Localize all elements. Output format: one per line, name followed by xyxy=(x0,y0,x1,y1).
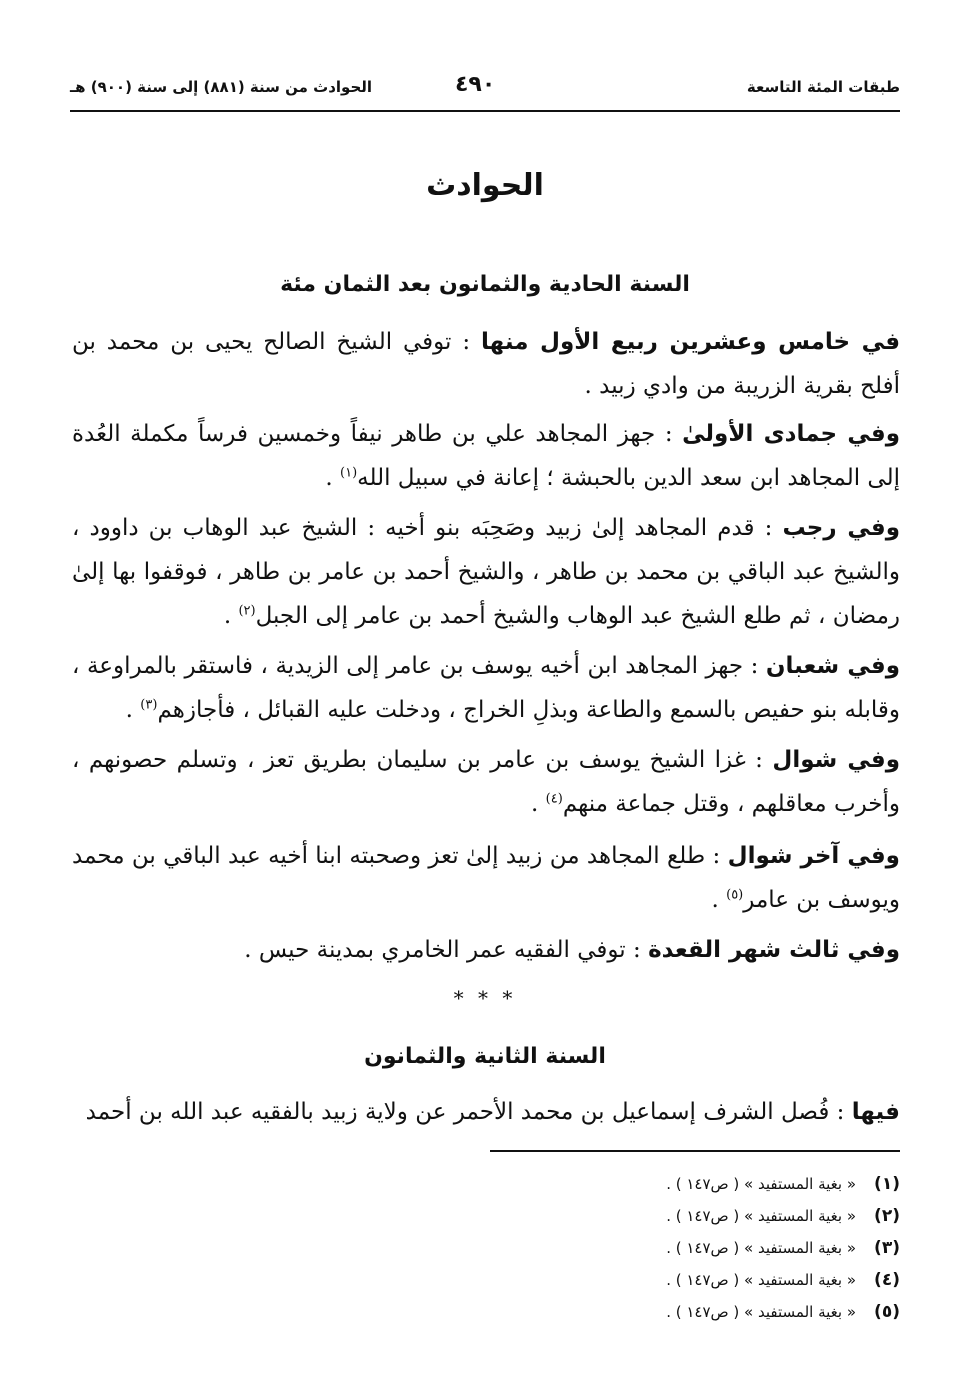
paragraph-text: : غزا الشيخ يوسف بن عامر بن سليمان بطريق تعز ، وتسلم حصونهم ، وأخرب معاقلهم ، وقتل جماعة منهم xyxy=(72,747,900,817)
footnote-text: « بغية المستفيد » ( ص١٤٧ ) . xyxy=(666,1239,856,1257)
section-heading-881: السنة الحادية والثمانون بعد الثمان مئة xyxy=(280,272,690,297)
paragraph-tail: . xyxy=(325,465,340,491)
footnote-text: « بغية المستفيد » ( ص١٤٧ ) . xyxy=(666,1303,856,1321)
section-heading-882: السنة الثانية والثمانون xyxy=(364,1044,606,1069)
chapter-range: الحوادث من سنة (٨٨١) إلى سنة (٩٠٠) هـ xyxy=(70,78,373,96)
paragraph-tail: . xyxy=(223,603,239,629)
footnote-number: (٣) xyxy=(874,1238,900,1258)
paragraph-text: : توفي الشيخ الصالح يحيى بن محمد بن أفلح بقرية الزريبة من وادي زبيد . xyxy=(72,329,900,399)
footnote-number: (٥) xyxy=(874,1302,900,1322)
footnotes xyxy=(480,1168,900,1328)
footnote xyxy=(480,1264,900,1296)
paragraph xyxy=(72,412,900,500)
footnote xyxy=(480,1200,900,1232)
paragraph xyxy=(72,1090,900,1134)
footnote-number: (٢) xyxy=(874,1206,900,1226)
paragraph xyxy=(72,644,900,732)
book-title: طبقات المئة التاسعة xyxy=(746,78,900,96)
footnote-text: « بغية المستفيد » ( ص١٤٧ ) . xyxy=(666,1271,856,1289)
paragraph xyxy=(72,928,900,972)
paragraph-tail: . xyxy=(125,697,141,723)
page-title: الحوادث xyxy=(426,168,544,203)
footnote-ref: (٢) xyxy=(238,603,256,619)
section-separator: * * * xyxy=(453,986,517,1010)
footnote-number: (١) xyxy=(874,1174,900,1194)
paragraph-lead: وفي شعبان xyxy=(765,653,901,679)
running-header xyxy=(70,74,900,108)
paragraph-lead: وفي شوال xyxy=(772,747,900,773)
footnote-number: (٤) xyxy=(874,1270,900,1290)
header-rule xyxy=(70,110,900,112)
footnote xyxy=(480,1232,900,1264)
paragraph-tail: . xyxy=(711,887,727,913)
footnote xyxy=(480,1168,900,1200)
paragraph-lead: وفي جمادى الأولىٰ xyxy=(682,421,900,447)
paragraph xyxy=(72,506,900,638)
footnote-text: « بغية المستفيد » ( ص١٤٧ ) . xyxy=(666,1207,856,1225)
footnote-ref: (٤) xyxy=(545,791,563,807)
paragraph-lead: وفي ثالث شهر القعدة xyxy=(648,937,900,963)
footnote-ref: (١) xyxy=(340,465,358,481)
paragraph xyxy=(72,738,900,826)
paragraph-text: : جهز المجاهد ابن أخيه يوسف بن عامر إلى الزيدية ، فاستقر بالمراوعة ، وقابله بنو حفيص بالسمع والطاعة وبذلِ الخراج ، ودخلت عليه القبائل ، فأجازهم xyxy=(72,653,900,723)
paragraph xyxy=(72,320,900,408)
paragraph-lead: في خامس وعشرين ربيع الأول منها xyxy=(481,329,901,355)
paragraph-text: : فُصل الشرف إسماعيل بن محمد الأحمر عن ولاية زبيد بالفقيه عبد الله بن أحمد xyxy=(85,1099,852,1125)
footnote-ref: (٥) xyxy=(726,887,744,903)
paragraph-lead: وفي آخر شوال xyxy=(727,843,900,869)
paragraph-text: : توفي الفقيه عمر الخامري بمدينة حيس . xyxy=(244,937,649,963)
paragraph-lead: وفي رجب xyxy=(782,515,900,541)
page-number: ٤٩٠ xyxy=(455,72,496,97)
footnote-ref: (٣) xyxy=(140,697,158,713)
paragraph xyxy=(72,834,900,922)
footnote xyxy=(480,1296,900,1328)
paragraph-text: : قدم المجاهد إلىٰ زبيد وصَحِبَه بنو أخيه : الشيخ عبد الوهاب بن داوود ، والشيخ عبد الباقي بن محمد بن طاهر ، والشيخ أحمد بن عامر بن طاهر ، فوقفوا بها إلىٰ رمضان ، ثم طلع الشيخ عبد الوهاب والشيخ أحمد بن عامر إلى الجبل xyxy=(72,515,900,629)
footnote-text: « بغية المستفيد » ( ص١٤٧ ) . xyxy=(666,1175,856,1193)
paragraph-tail: . xyxy=(531,791,546,817)
paragraph-lead: فيها xyxy=(851,1099,900,1125)
footnote-rule xyxy=(490,1150,900,1152)
paragraph-text: : طلع المجاهد من زبيد إلىٰ تعز وصحبته ابنا أخيه عبد الباقي بن محمد ويوسف بن عامر xyxy=(72,843,900,913)
paragraph-text: : جهز المجاهد علي بن طاهر نيفاً وخمسين فرساً مكملة العُدة إلى المجاهد ابن سعد الدين بالحبشة ؛ إعانة في سبيل الله xyxy=(72,421,900,491)
